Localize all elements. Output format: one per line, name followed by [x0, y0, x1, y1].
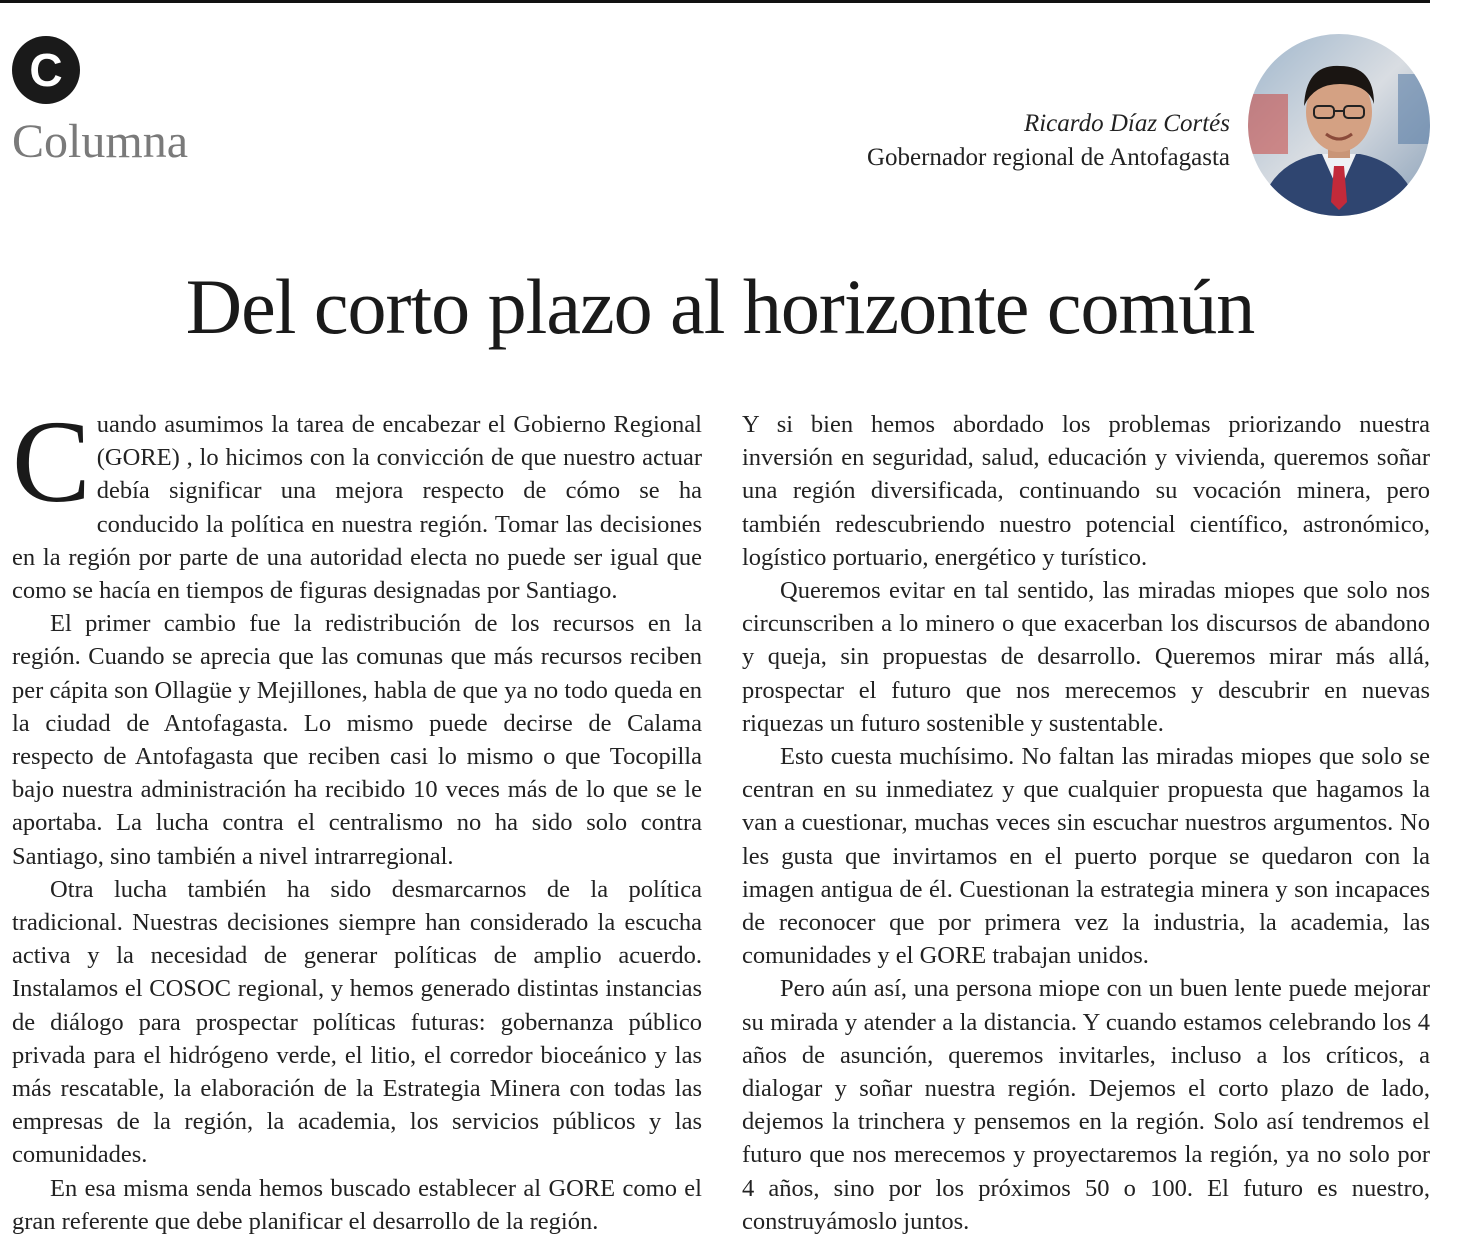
headline: Del corto plazo al horizonte común [185, 263, 1255, 350]
author-name: Ricardo Díaz Cortés [1023, 110, 1230, 137]
article-paragraph: Otra lucha también ha sido desmarcarnos de la política tradicional. Nuestras decisiones siempre han considerado la escucha activa y la necesidad de generar políticas de amplio acuerdo. Instalamos el COSOC regional, y hemos generado distintas instancias de diálogo para prospectar políticas futuras: gobernanza público privada para el hidrógeno verde, el litio, el corredor bioceánico y las más rescatable, la elaboración de la Estrategia Minera con todas las empresas de la región, la academia, los servicios públicos y las comunidades. [12, 875, 702, 1169]
article-paragraph: Pero aún así, una persona miope con un buen lente puede mejorar su mirada y atender a la distancia. Y cuando estamos celebrando los 4 años de asunción, queremos invitarles, incluso a los críticos, a dialogar y soñar nuestra región. Dejemos el corto plazo de lado, dejemos la trinchera y pensemos en la región. Solo así tendremos el futuro que nos merecemos y proyectaremos la región, ya no solo por 4 años, sino por los próximos 50 o 100. El futuro es nuestro, construyámoslo juntos. [742, 975, 1430, 1235]
article-paragraph: En esa misma senda hemos buscado establecer al GORE como el gran referente que debe planificar el desarrollo de la región. [12, 1174, 702, 1235]
section-badge: C [12, 36, 80, 104]
section-label: Columna [12, 115, 188, 168]
article-paragraph: Esto cuesta muchísimo. No faltan las miradas miopes que solo se centran en su inmediatez y que cualquier propuesta que hagamos la van a cuestionar, muchas veces sin escuchar nuestros argumentos. No les gusta que invirtamos en el puerto porque se quedaron con la imagen antigua de él. Cuestionan la estrategia minera y son incapaces de reconocer que por primera vez la industria, la academia, las comunidades y el GORE trabajan unidos. [742, 743, 1430, 970]
article-paragraph: El primer cambio fue la redistribución de los recursos en la región. Cuando se aprecia que las comunas que más recursos reciben per cápita son Ollagüe y Mejillones, habla de que ya no todo queda en la ciudad de Antofagasta. Lo mismo puede decirse de Calama respecto de Antofagasta que reciben casi lo mismo o que Tocopilla bajo nuestra administración ha recibido 10 veces más de lo que se le aportaba. La lucha contra el centralismo no ha sido solo contra Santiago, sino también a nivel intrarregional. [12, 610, 702, 870]
author-role: Gobernador regional de Antofagasta [866, 144, 1230, 171]
article-paragraph: Y si bien hemos abordado los problemas priorizando nuestra inversión en seguridad, salud, educación y vivienda, queremos soñar una región diversificada, continuando su vocación minera, pero también redescubriendo nuestro potencial científico, astronómico, logístico portuario, energético y turístico. [742, 411, 1430, 571]
dropcap: C [12, 396, 91, 527]
article-column-left [12, 396, 702, 1238]
author-photo [1248, 34, 1430, 216]
article-column-right [742, 408, 1430, 1238]
article-paragraph: Queremos evitar en tal sentido, las miradas miopes que solo nos circunscriben a lo minero o que exacerban los discursos de abandono y queja, sin propuestas de desarrollo. Queremos mirar más allá, prospectar el futuro que nos merecemos y descubrir en nuevas riquezas un futuro sostenible y sustentable. [742, 577, 1430, 737]
top-rule [0, 0, 1430, 3]
article-paragraph: Cuando asumimos la tarea de encabezar el Gobierno Regional (GORE) , lo hicimos con la convicción de que nuestro actuar debía significar una mejora respecto de cómo se ha conducido la política en nuestra región. Tomar las decisiones en la región por parte de una autoridad electa no puede ser igual que como se hacía en tiempos de figuras designadas por Santiago. [12, 396, 702, 605]
